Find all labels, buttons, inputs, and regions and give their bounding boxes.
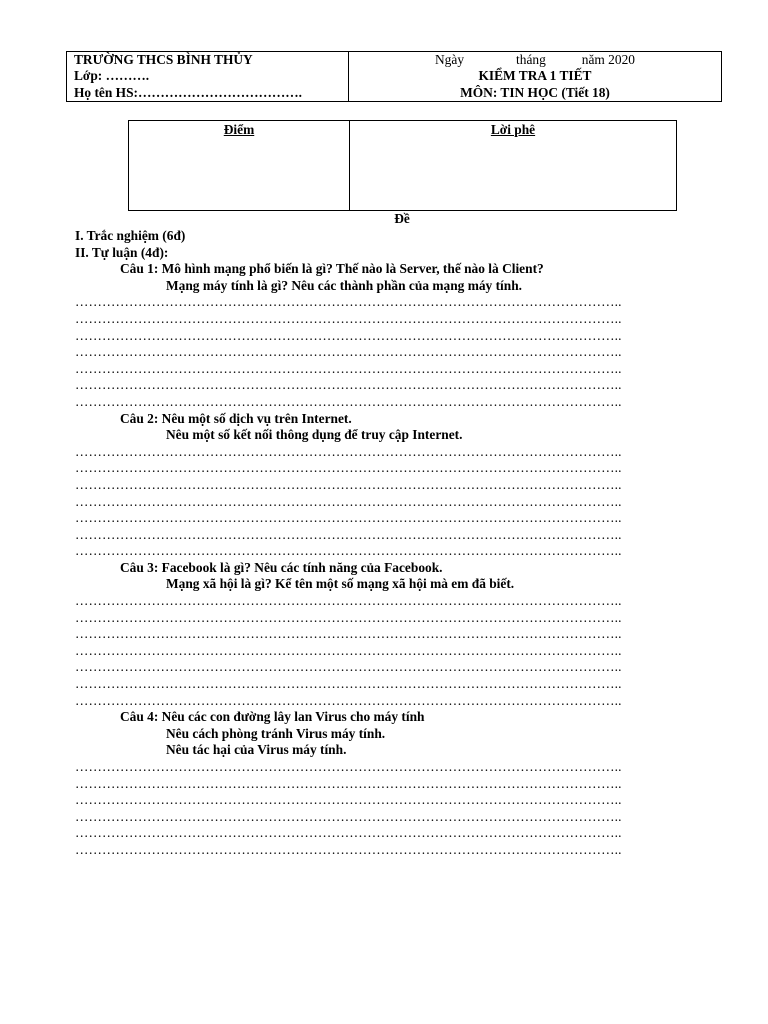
score-label: Điểm [223,122,255,137]
answer-line[interactable]: ………………………………………………………………………………………………………….. [75,327,622,343]
exam-body [75,228,725,859]
answer-line[interactable]: ………………………………………………………………………………………………………….. [75,825,622,841]
answer-line[interactable]: ………………………………………………………………………………………………………….. [75,476,622,492]
question-4-subquestion: Nêu tác hại của Virus máy tính. [166,742,347,758]
question-1-title: Câu 1: Mô hình mạng phổ biến là gì? Thế nào là Server, thế nào là Client? [120,261,544,277]
answer-line[interactable]: ………………………………………………………………………………………………………….. [75,377,622,393]
answer-line[interactable]: ………………………………………………………………………………………………………….. [75,759,622,774]
date-year-label: năm 2020 [581,52,635,67]
question-4-subquestion: Nêu cách phòng tránh Virus máy tính. [166,725,386,741]
answer-line[interactable]: ………………………………………………………………………………………………………….. [75,642,622,658]
answer-line[interactable]: ………………………………………………………………………………………………………….. [75,676,622,692]
answer-line[interactable]: ………………………………………………………………………………………………………….. [75,443,622,459]
answer-line[interactable]: ………………………………………………………………………………………………………….. [75,393,622,409]
score-box [128,120,677,211]
answer-line[interactable]: ………………………………………………………………………………………………………….. [75,808,622,824]
student-name-line: Họ tên HS:………………………………. [74,84,303,100]
header-right-cell [349,52,721,101]
part1-heading: I. Trắc nghiệm (6đ) [75,228,186,243]
answer-line[interactable]: ………………………………………………………………………………………………………….. [75,526,622,542]
answer-line[interactable]: ………………………………………………………………………………………………………….. [75,692,622,708]
question-1-subquestion: Mạng máy tính là gì? Nêu các thành phần của mạng máy tính. [166,277,523,293]
de-heading: Đề [394,211,410,226]
question-2-title: Câu 2: Nêu một số dịch vụ trên Internet. [120,410,352,426]
question-3-subquestion: Mạng xã hội là gì? Kể tên một số mạng xã hội mà em đã biết. [166,576,515,592]
question-4-title: Câu 4: Nêu các con đường lây lan Virus cho máy tính [120,709,425,725]
answer-line[interactable]: ………………………………………………………………………………………………………….. [75,543,622,559]
class-line: Lớp: ………. [74,68,150,84]
answer-line[interactable]: ………………………………………………………………………………………………………….. [75,360,622,376]
answer-line[interactable]: ………………………………………………………………………………………………………….. [75,659,622,675]
question-3-title: Câu 3: Facebook là gì? Nêu các tính năng của Facebook. [120,559,443,575]
answer-line[interactable]: ………………………………………………………………………………………………………….. [75,460,622,476]
exam-title: KIỂM TRA 1 TIẾT [478,68,592,84]
date-day-label: Ngày [435,52,465,67]
subject-title: MÔN: TIN HỌC (Tiết 18) [460,84,610,100]
header-left-cell [67,52,349,101]
answer-line[interactable]: ………………………………………………………………………………………………………….. [75,294,622,310]
answer-line[interactable]: ………………………………………………………………………………………………………….. [75,775,622,791]
answer-line[interactable]: ………………………………………………………………………………………………………….. [75,626,622,642]
answer-line[interactable]: ………………………………………………………………………………………………………….. [75,310,622,326]
part2-heading: II. Tự luận (4đ): [75,244,169,260]
date-line [349,52,721,68]
header-table [66,51,722,102]
answer-line[interactable]: ………………………………………………………………………………………………………….. [75,493,622,509]
answer-line[interactable]: ………………………………………………………………………………………………………….. [75,609,622,625]
question-2-subquestion: Nêu một số kết nối thông dụng để truy cập Internet. [166,427,463,443]
answer-line[interactable]: ………………………………………………………………………………………………………….. [75,510,622,526]
answer-line[interactable]: ………………………………………………………………………………………………………….. [75,593,622,609]
date-month-label: tháng [516,52,546,67]
score-cell [129,121,350,210]
answer-line[interactable]: ………………………………………………………………………………………………………….. [75,344,622,360]
answer-line[interactable]: ………………………………………………………………………………………………………….. [75,841,622,857]
comment-label: Lời phê [490,122,536,137]
school-name: TRƯỜNG THCS BÌNH THỦY [74,52,253,67]
answer-line[interactable]: ………………………………………………………………………………………………………….. [75,792,622,808]
comment-cell [350,121,676,210]
